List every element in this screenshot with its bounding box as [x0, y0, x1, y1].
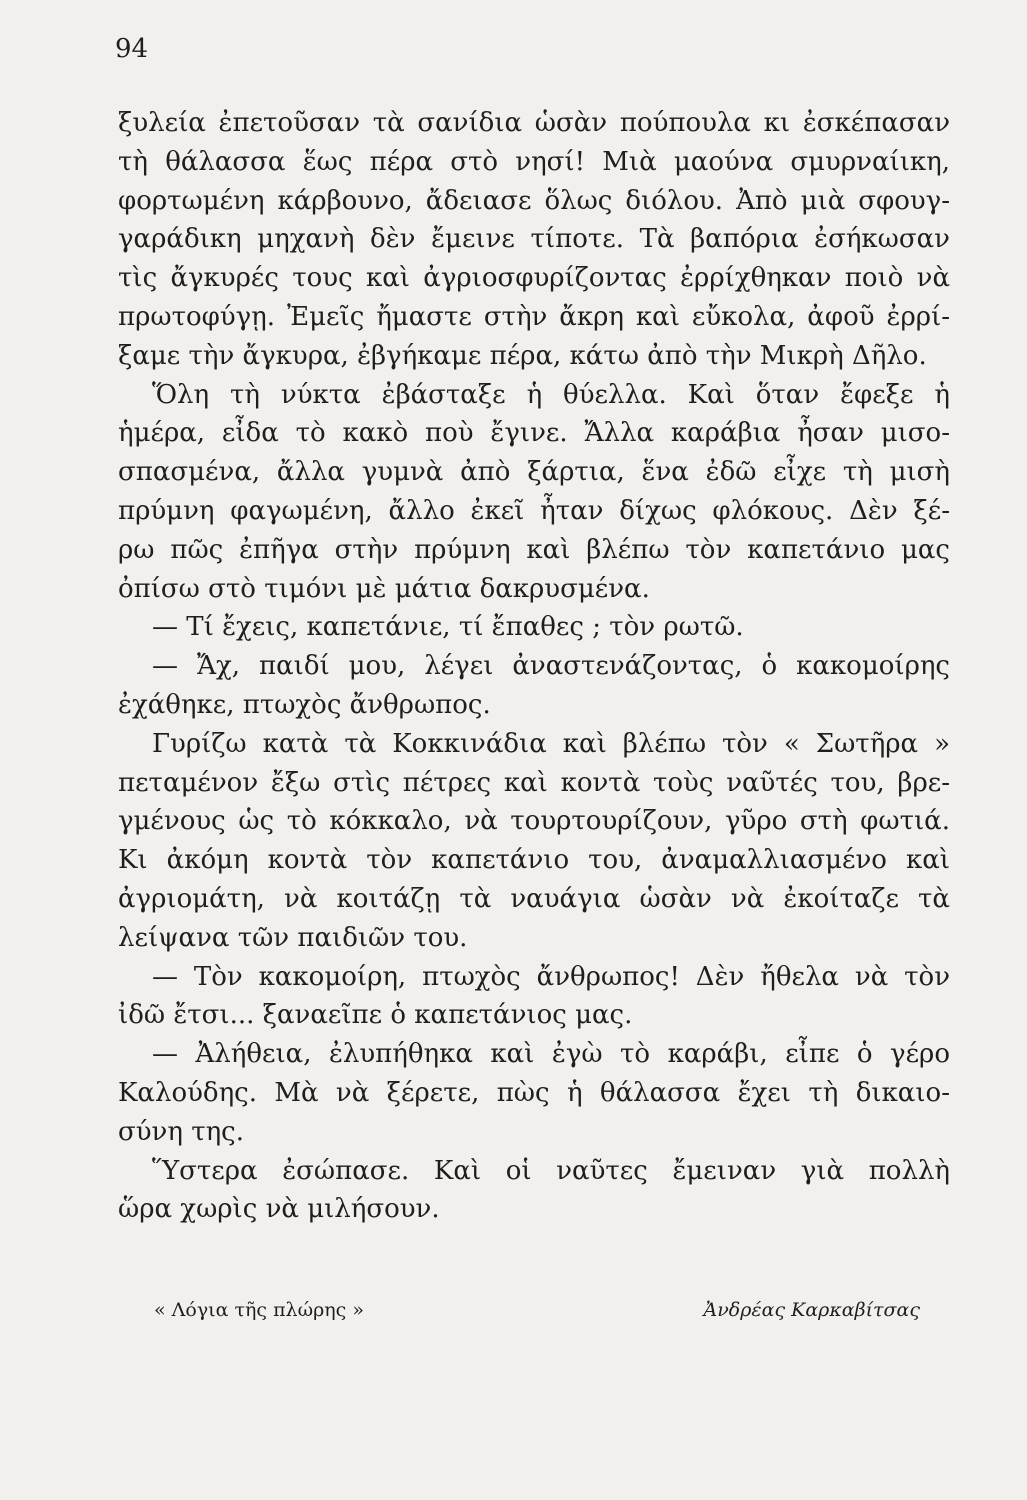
text-line: Γυρίζω κατὰ τὰ Κοκκινάδια καὶ βλέπω τὸν « Σωτῆρα » [152, 728, 950, 759]
text-line: ξυλεία ἐπετοῦσαν τὰ σανίδια ὡσὰν πούπουλα κι ἐσκέπασαν [118, 108, 950, 138]
text-line: πρύμνη φαγωμένη, ἄλλο ἐκεῖ ἦταν δίχως φλόκους. Δὲν ξέ- [118, 495, 950, 526]
text-line: τὶς ἄγκυρές τους καὶ ἀγριοσφυρίζοντας ἐρρίχθηκαν ποιὸ νὰ [118, 263, 950, 294]
body-text [118, 104, 950, 1229]
text-line: Κι ἀκόμη κοντὰ τὸν καπετάνιο του, ἀναμαλλιασμένο καὶ [118, 845, 950, 876]
text-line: — Τὸν κακομοίρη, πτωχὸς ἄνθρωπος! Δὲν ἤθελα νὰ τὸν [152, 961, 950, 992]
text-line: Καλούδης. Μὰ νὰ ξέρετε, πὼς ἡ θάλασσα ἔχει τὴ δικαιο- [118, 1077, 950, 1108]
text-line: — Ἀλήθεια, ἐλυπήθηκα καὶ ἐγὼ τὸ καράβι, εἶπε ὁ γέρο [152, 1039, 950, 1070]
attribution-footer [118, 1294, 950, 1326]
text-line: ὀπίσω στὸ τιμόνι μὲ μάτια δακρυσμένα. [118, 573, 650, 604]
text-line: Ὕστερα ἐσώπασε. Καὶ οἱ ναῦτες ἔμειναν γιὰ πολλὴ [152, 1155, 950, 1186]
text-line: — Ἄχ, παιδί μου, λέγει ἀναστενάζοντας, ὁ κακομοίρης [152, 651, 950, 682]
author-name: Ἀνδρέας Καρκαβίτσας [703, 1299, 920, 1321]
text-line: ξαμε τὴν ἄγκυρα, ἐβγήκαμε πέρα, κάτω ἀπὸ τὴν Μικρὴ Δῆλο. [118, 340, 927, 371]
text-line: ἀγριομάτη, νὰ κοιτάζῃ τὰ ναυάγια ὡσὰν νὰ ἐκοίταζε τὰ [118, 883, 950, 914]
text-line: ἐχάθηκε, πτωχὸς ἄνθρωπος. [118, 689, 491, 720]
text-line: σπασμένα, ἄλλα γυμνὰ ἀπὸ ξάρτια, ἕνα ἐδῶ εἶχε τὴ μισὴ [118, 457, 950, 488]
text-line: ἡμέρα, εἶδα τὸ κακὸ ποὺ ἔγινε. Ἄλλα καράβια ἦσαν μισο- [118, 418, 950, 449]
page-number: 94 [115, 34, 149, 64]
text-line: γαράδικη μηχανὴ δὲν ἔμεινε τίποτε. Τὰ βαπόρια ἐσήκωσαν [118, 224, 950, 255]
text-line: σύνη της. [118, 1116, 244, 1147]
text-line: Ὅλη τὴ νύκτα ἐβάσταξε ἡ θύελλα. Καὶ ὅταν ἔφεξε ἡ [152, 379, 950, 410]
text-line: φορτωμένη κάρβουνο, ἄδειασε ὅλως διόλου. Ἀπὸ μιὰ σφουγ- [118, 185, 950, 216]
text-line: τὴ θάλασσα ἕως πέρα στὸ νησί! Μιὰ μαούνα σμυρναίικη, [118, 146, 950, 177]
text-line: λείψανα τῶν παιδιῶν του. [118, 922, 468, 953]
text-line: γμένους ὡς τὸ κόκκαλο, νὰ τουρτουρίζουν, γῦρο στὴ φωτιά. [118, 806, 950, 837]
text-line: πεταμένον ἔξω στὶς πέτρες καὶ κοντὰ τοὺς ναῦτές του, βρε- [118, 767, 950, 798]
text-line: ὥρα χωρὶς νὰ μιλήσουν. [118, 1194, 440, 1225]
text-line: — Τί ἔχεις, καπετάνιε, τί ἔπαθες ; τὸν ρωτῶ. [152, 612, 744, 643]
text-line: ρω πῶς ἐπῆγα στὴν πρύμνη καὶ βλέπω τὸν καπετάνιο μας [118, 534, 950, 565]
text-line: ἰδῶ ἔτσι... ξαναεῖπε ὁ καπετάνιος μας. [118, 1000, 633, 1031]
text-line: πρωτοφύγῃ. Ἐμεῖς ἤμαστε στὴν ἄκρη καὶ εὔκολα, ἀφοῦ ἐρρί- [118, 301, 950, 332]
source-title: « Λόγια τῆς πλώρης » [154, 1299, 364, 1321]
